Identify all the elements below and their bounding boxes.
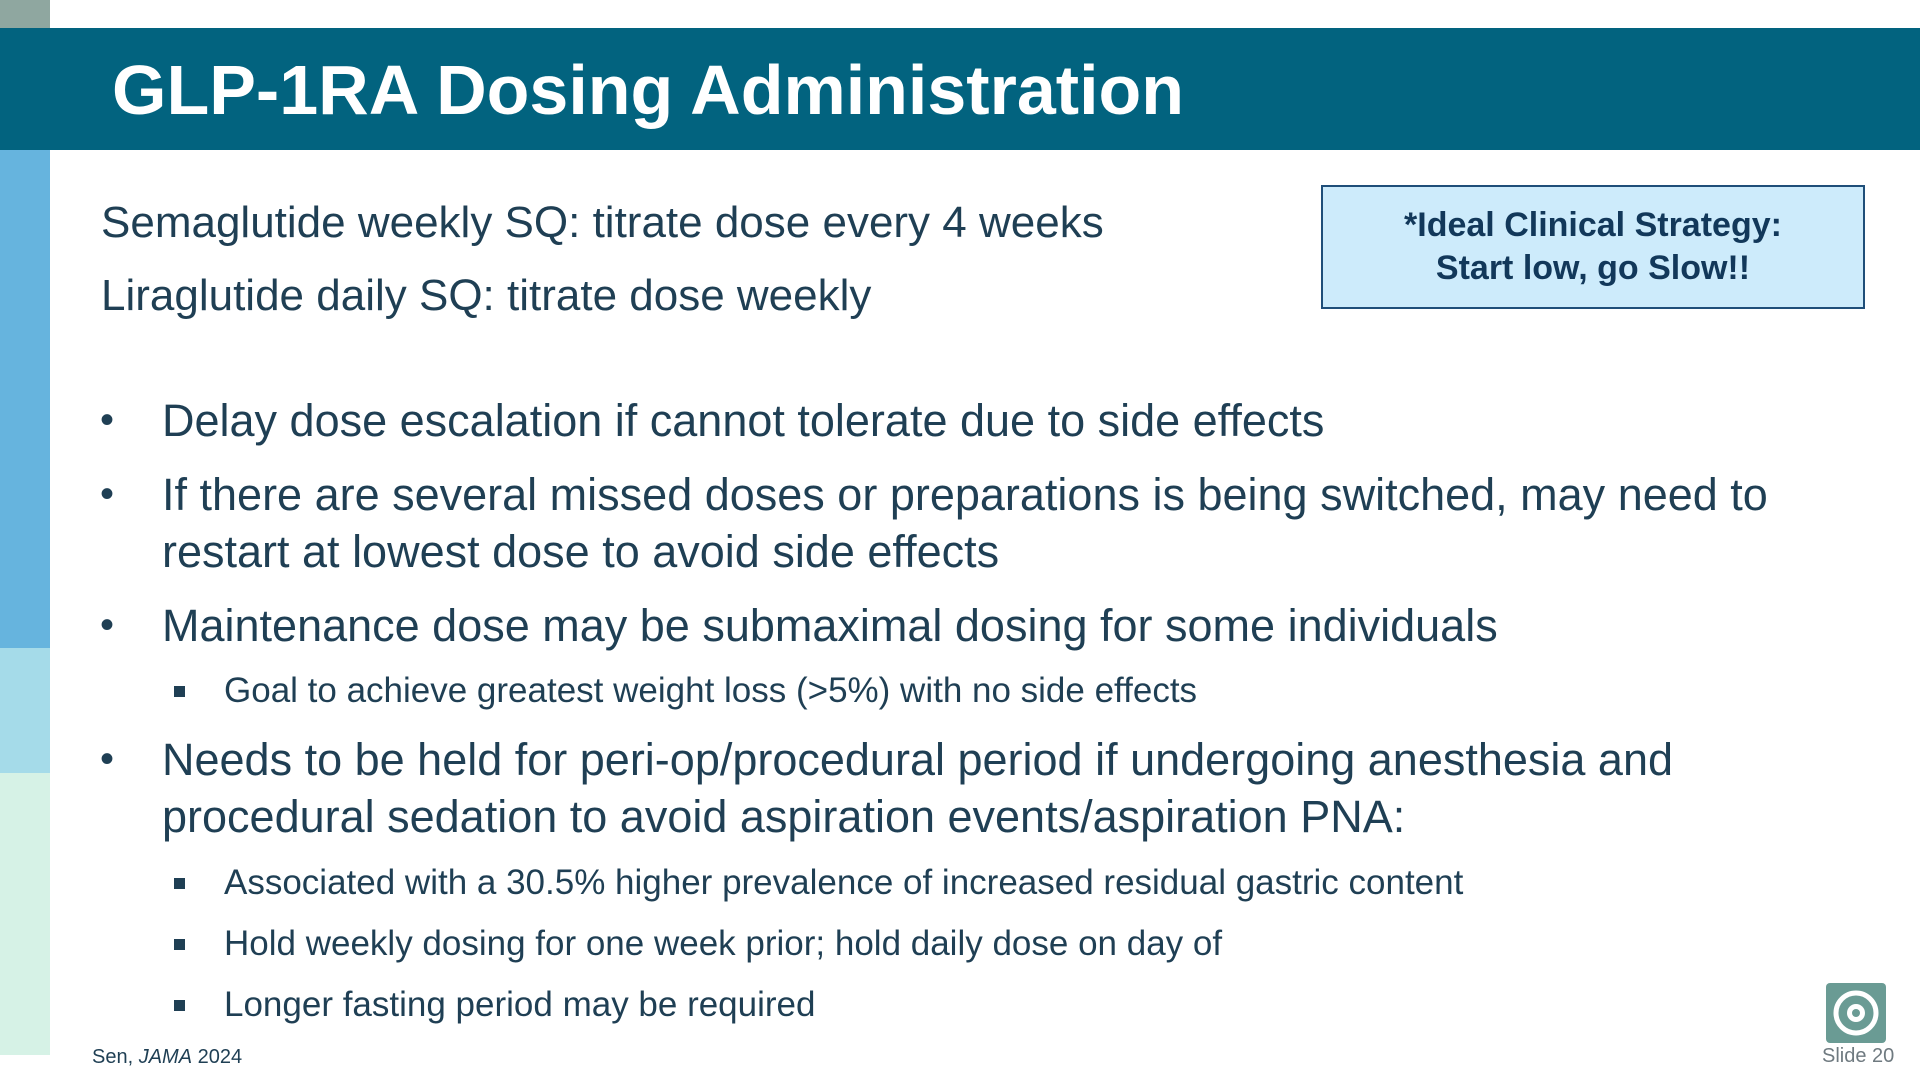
bullet-text: Maintenance dose may be submaximal dosing for some individuals	[162, 600, 1498, 651]
citation-author: Sen,	[92, 1046, 134, 1068]
bullet-dot-icon: •	[100, 398, 115, 442]
square-bullet-icon	[174, 878, 185, 889]
citation-year: 2024	[197, 1046, 243, 1068]
bullet-dot-icon: •	[100, 603, 115, 647]
circle-emblem-icon	[1826, 983, 1886, 1043]
bullet-dot-icon: •	[100, 472, 115, 516]
sub-bullet-text: Associated with a 30.5% higher prevalence of increased residual gastric content	[224, 863, 1464, 902]
sub-bullet-text: Longer fasting period may be required	[224, 985, 816, 1024]
square-bullet-icon	[174, 686, 185, 697]
bullet-text: Delay dose escalation if cannot tolerate due to side effects	[162, 395, 1325, 446]
sub-bullet-text: Hold weekly dosing for one week prior; hold daily dose on day of	[224, 924, 1223, 963]
slide-number: Slide 20	[1822, 1045, 1895, 1067]
callout-line-1: *Ideal Clinical Strategy:	[1404, 206, 1782, 244]
citation-journal: JAMA	[138, 1046, 193, 1068]
square-bullet-icon	[174, 1000, 185, 1011]
bullet-dot-icon: •	[100, 737, 115, 781]
square-bullet-icon	[174, 939, 185, 950]
intro-line-semaglutide: Semaglutide weekly SQ: titrate dose every 4 weeks	[101, 198, 1104, 247]
sub-bullet-text: Goal to achieve greatest weight loss (>5%) with no side effects	[224, 671, 1198, 710]
bullet-text: Needs to be held for peri-op/procedural period if undergoing anesthesia and procedural sedation to avoid aspiration events/aspiration PNA:	[162, 734, 1674, 842]
bullet-text: If there are several missed doses or preparations is being switched, may need to restart at lowest dose to avoid side effects	[162, 469, 1768, 577]
intro-line-liraglutide: Liraglutide daily SQ: titrate dose weekly	[101, 271, 872, 320]
callout-line-2: Start low, go Slow!!	[1435, 249, 1751, 287]
citation	[92, 1044, 242, 1070]
slide-title: GLP-1RA Dosing Administration	[112, 51, 1185, 129]
